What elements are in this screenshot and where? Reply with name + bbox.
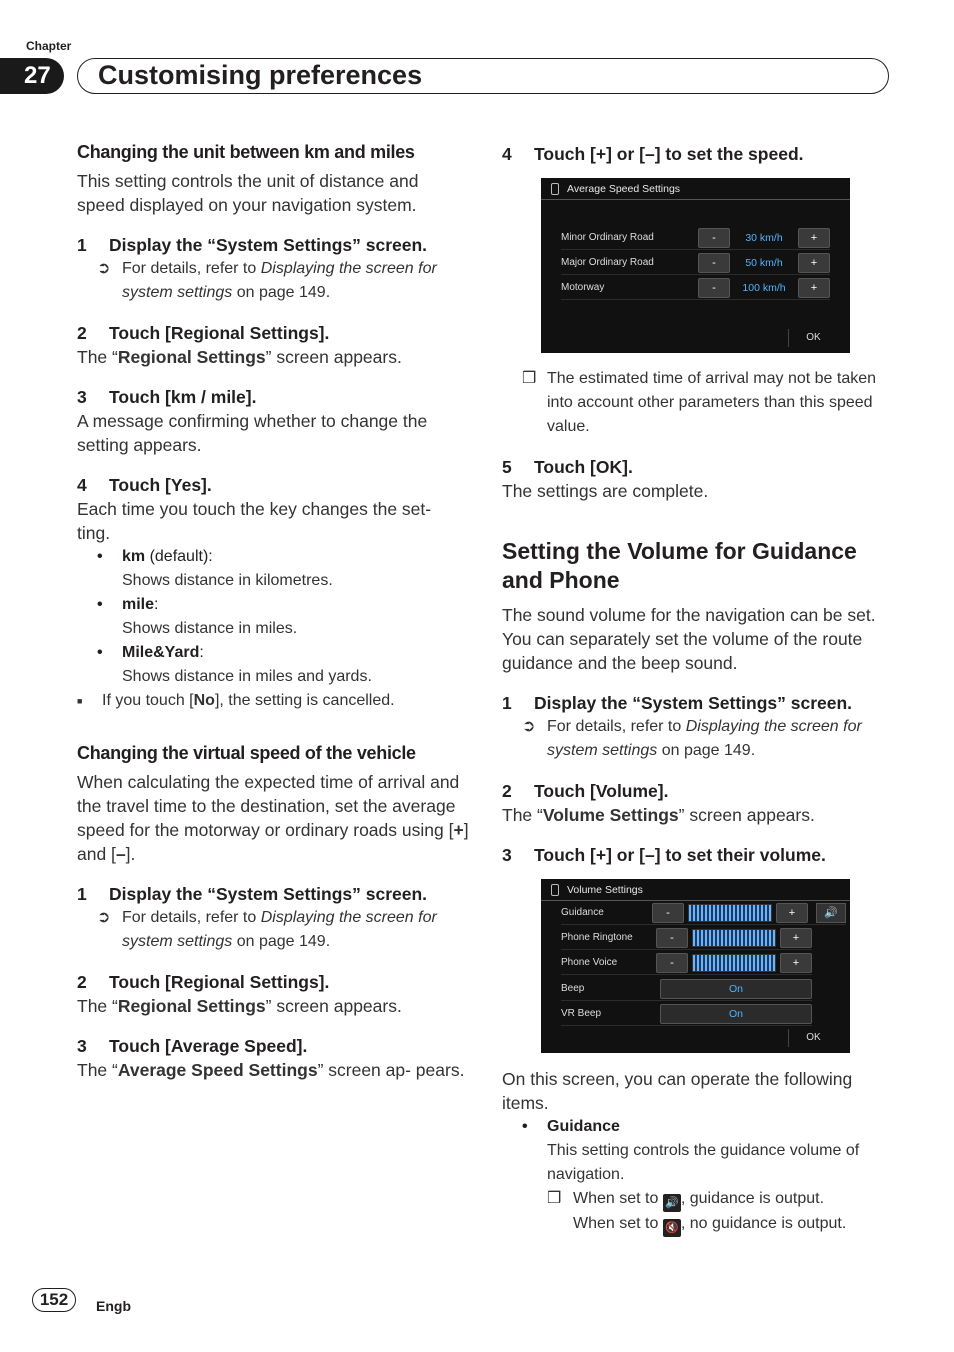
pioneer-logo-icon <box>551 183 559 195</box>
unit-step-3 <box>77 385 469 409</box>
volume-note-1 <box>522 715 890 763</box>
volume-step-1 <box>502 691 890 715</box>
unit-step-2-desc <box>77 345 469 369</box>
note-text <box>122 257 469 305</box>
step-number: 3 <box>77 1036 87 1056</box>
desc-bold: Average Speed Settings <box>117 1060 318 1080</box>
speed-step-4 <box>502 142 890 166</box>
step-text: Touch [km / mile]. <box>109 387 257 407</box>
cancel-post: ], the setting is cancelled. <box>214 692 395 709</box>
cancel-note <box>77 689 469 713</box>
note-post: on page 149. <box>657 742 756 759</box>
plus-button[interactable]: + <box>780 953 812 973</box>
step-text: Display the “System Settings” screen. <box>109 884 428 904</box>
speed-value: 50 km/h <box>745 256 783 269</box>
bullet-icon: • <box>522 1118 528 1135</box>
guidance-label: Guidance <box>547 1118 620 1135</box>
when-off-post: , no guidance is output. <box>680 1215 847 1232</box>
option-suffix: : <box>199 644 204 661</box>
guidance-on-note <box>547 1187 890 1237</box>
speed-step-5-desc: The settings are complete. <box>502 481 709 501</box>
volume-row-guidance <box>561 901 846 925</box>
left-column <box>77 142 469 1082</box>
chapter-label: Chapter <box>26 39 72 53</box>
language-code: Engb <box>96 1298 131 1314</box>
when-on-post: , guidance is output. <box>680 1190 825 1207</box>
toggle-row-beep <box>561 977 812 1001</box>
speed-step-5 <box>502 455 890 479</box>
when-on-pre: When set to <box>573 1190 663 1207</box>
volume-settings-screen <box>541 879 850 1053</box>
volume-row-ringtone <box>561 926 812 950</box>
bullet-icon: • <box>97 644 103 661</box>
plus-button[interactable]: + <box>798 253 830 273</box>
page-title: Customising preferences <box>77 58 889 94</box>
pioneer-logo-icon <box>551 884 559 896</box>
speed-step-2-desc <box>77 994 469 1018</box>
desc-bold: Volume Settings <box>542 805 679 825</box>
unit-step-1 <box>77 233 469 257</box>
checkbox-icon: ❒ <box>522 370 537 387</box>
unit-intro: This setting controls the unit of distance and speed displayed on your navigation system. <box>77 171 419 215</box>
when-off-pre: When set to <box>573 1215 663 1232</box>
ok-button[interactable]: OK <box>788 1029 838 1047</box>
desc-post: ” screen appears. <box>678 805 815 825</box>
minus-symbol: – <box>115 844 126 864</box>
desc-pre: The “ <box>502 805 543 825</box>
screen-title: Average Speed Settings <box>567 182 681 195</box>
cancel-bold: No <box>193 692 215 709</box>
note-post: on page 149. <box>232 933 331 950</box>
unit-step-4 <box>77 473 469 497</box>
guidance-item <box>522 1115 890 1139</box>
speed-value: 30 km/h <box>745 231 783 244</box>
step-text: Touch [+] or [–] to set their volume. <box>534 845 826 865</box>
note-pre: For details, refer to <box>122 909 261 926</box>
screen-header <box>541 879 850 901</box>
volume-after-text: On this screen, you can operate the following items. <box>502 1069 853 1113</box>
volume-row-phone-voice <box>561 951 812 975</box>
average-speed-screen <box>541 178 850 353</box>
vr-beep-toggle[interactable]: On <box>660 1004 812 1024</box>
step-text: Display the “System Settings” screen. <box>109 235 428 255</box>
desc-post: ” screen appears. <box>265 347 402 367</box>
note-post: on page 149. <box>232 284 331 301</box>
volume-intro: The sound volume for the navigation can be set. You can separately set the volume of the route guidance and the beep sound. <box>502 605 876 673</box>
desc-pre: The “ <box>77 347 118 367</box>
eta-note <box>522 367 890 439</box>
row-label: Minor Ordinary Road <box>561 232 654 243</box>
note-pre: For details, refer to <box>122 260 261 277</box>
option-label: km <box>122 548 146 565</box>
minus-button[interactable]: - <box>656 953 688 973</box>
section-heading-unit: Changing the unit between km and miles <box>77 142 415 162</box>
unit-note-1 <box>97 257 469 305</box>
option-mileyard-desc: Shows distance in miles and yards. <box>122 668 372 685</box>
guidance-desc: This setting controls the guidance volume of navigation. <box>547 1142 860 1183</box>
unit-step-3-desc: A message confirming whether to change the setting appears. <box>77 411 428 455</box>
speed-step-3 <box>77 1034 469 1058</box>
step-number: 1 <box>77 884 87 904</box>
step-text: Touch [+] or [–] to set the speed. <box>534 144 804 164</box>
right-column <box>502 142 890 1237</box>
plus-symbol: + <box>453 820 464 840</box>
volume-step-2 <box>502 779 890 803</box>
option-km-desc: Shows distance in kilometres. <box>122 572 333 589</box>
desc-bold: Regional Settings <box>117 996 266 1016</box>
plus-button[interactable]: + <box>798 278 830 298</box>
unit-step-4-desc: Each time you touch the key changes the set- ting. <box>77 499 432 543</box>
minus-button[interactable]: - <box>656 928 688 948</box>
volume-step-2-desc <box>502 803 890 827</box>
volume-level-bar[interactable] <box>692 954 776 972</box>
checkbox-icon: ❒ <box>547 1190 562 1207</box>
minus-button[interactable]: - <box>698 228 730 248</box>
speed-note-1 <box>97 906 469 954</box>
step-number: 3 <box>77 387 87 407</box>
page-number: 152 <box>32 1288 76 1312</box>
section-heading-speed: Changing the virtual speed of the vehicle <box>77 743 416 763</box>
note-link[interactable]: Displaying the screen for system settings <box>547 718 862 759</box>
screen-title: Volume Settings <box>567 883 643 896</box>
volume-step-3 <box>502 843 890 867</box>
chapter-number: 27 <box>0 58 64 94</box>
speed-step-1 <box>77 882 469 906</box>
step-text: Touch [Average Speed]. <box>109 1036 308 1056</box>
plus-button[interactable]: + <box>780 928 812 948</box>
screen-header <box>541 178 850 200</box>
step-number: 2 <box>77 323 87 343</box>
option-mile <box>97 593 469 617</box>
note-text: The estimated time of arrival may not be taken into account other parameters than this speed value. <box>547 370 877 435</box>
speaker-icon: 🔊 <box>663 1194 681 1212</box>
step-text: Touch [Volume]. <box>534 781 669 801</box>
speed-step-2 <box>77 970 469 994</box>
note-pre: For details, refer to <box>547 718 686 735</box>
intro-pre: When calculating the expected time of arrival and the travel time to the destination, set the average speed for the motorway or ordinary roads using [ <box>77 772 460 840</box>
bullet-icon: • <box>97 596 103 613</box>
step-text: Touch [Regional Settings]. <box>109 972 330 992</box>
speed-intro <box>77 770 469 866</box>
square-icon: ■ <box>77 696 83 706</box>
desc-pre: The “ <box>77 996 118 1016</box>
step-number: 4 <box>502 144 512 164</box>
intro-end: ]. <box>125 844 136 864</box>
desc-pre: The “ <box>77 1060 118 1080</box>
option-label: mile <box>122 596 155 613</box>
plus-button[interactable]: + <box>798 228 830 248</box>
minus-button[interactable]: - <box>698 278 730 298</box>
step-text: Touch [Regional Settings]. <box>109 323 330 343</box>
mute-icon: 🔇 <box>663 1219 681 1237</box>
volume-level-bar[interactable] <box>692 929 776 947</box>
volume-level-bar[interactable] <box>688 904 772 922</box>
minus-button[interactable]: - <box>698 253 730 273</box>
option-mile-desc: Shows distance in miles. <box>122 620 298 637</box>
step-number: 5 <box>502 457 512 477</box>
row-label: Phone Ringtone <box>561 932 633 943</box>
minus-button[interactable]: - <box>652 903 684 923</box>
toggle-row-vr-beep <box>561 1002 812 1026</box>
row-label: Guidance <box>561 907 604 918</box>
row-label: Motorway <box>561 282 605 293</box>
step-number: 2 <box>77 972 87 992</box>
note-link[interactable]: Displaying the screen for system settings <box>122 260 437 301</box>
desc-bold: Regional Settings <box>117 347 266 367</box>
speed-step-3-desc <box>77 1058 469 1082</box>
option-mileyard <box>97 641 469 665</box>
row-label: VR Beep <box>561 1008 602 1019</box>
intro-mid: ] and [ <box>77 820 469 864</box>
step-number: 3 <box>502 845 512 865</box>
plus-button[interactable]: + <box>776 903 808 923</box>
step-number: 4 <box>77 475 87 495</box>
option-suffix: (default): <box>145 548 213 565</box>
ok-button[interactable]: OK <box>788 329 838 347</box>
beep-toggle[interactable]: On <box>660 979 812 999</box>
step-number: 1 <box>502 693 512 713</box>
row-label: Major Ordinary Road <box>561 257 654 268</box>
speed-row-minor <box>561 226 830 250</box>
bullet-icon: • <box>97 548 103 565</box>
arrow-icon: ➲ <box>522 718 536 735</box>
speed-row-major <box>561 251 830 275</box>
note-link[interactable]: Displaying the screen for system settings <box>122 909 437 950</box>
desc-post: ” screen ap- pears. <box>317 1060 465 1080</box>
step-text: Touch [OK]. <box>534 457 633 477</box>
option-suffix: : <box>154 596 159 613</box>
row-label: Beep <box>561 983 585 994</box>
option-km <box>97 545 469 569</box>
arrow-icon: ➲ <box>97 260 111 277</box>
option-label: Mile&Yard <box>122 644 200 661</box>
speaker-icon[interactable]: 🔊 <box>816 903 846 923</box>
unit-step-2 <box>77 321 469 345</box>
step-number: 2 <box>502 781 512 801</box>
volume-section-title: Setting the Volume for Guidance and Phone <box>502 538 857 593</box>
step-text: Display the “System Settings” screen. <box>534 693 853 713</box>
speed-value: 100 km/h <box>742 281 786 294</box>
step-number: 1 <box>77 235 87 255</box>
desc-post: ” screen appears. <box>265 996 402 1016</box>
step-text: Touch [Yes]. <box>109 475 212 495</box>
row-label: Phone Voice <box>561 957 618 968</box>
arrow-icon: ➲ <box>97 909 111 926</box>
cancel-pre: If you touch [ <box>102 692 194 709</box>
speed-row-motorway <box>561 276 830 300</box>
